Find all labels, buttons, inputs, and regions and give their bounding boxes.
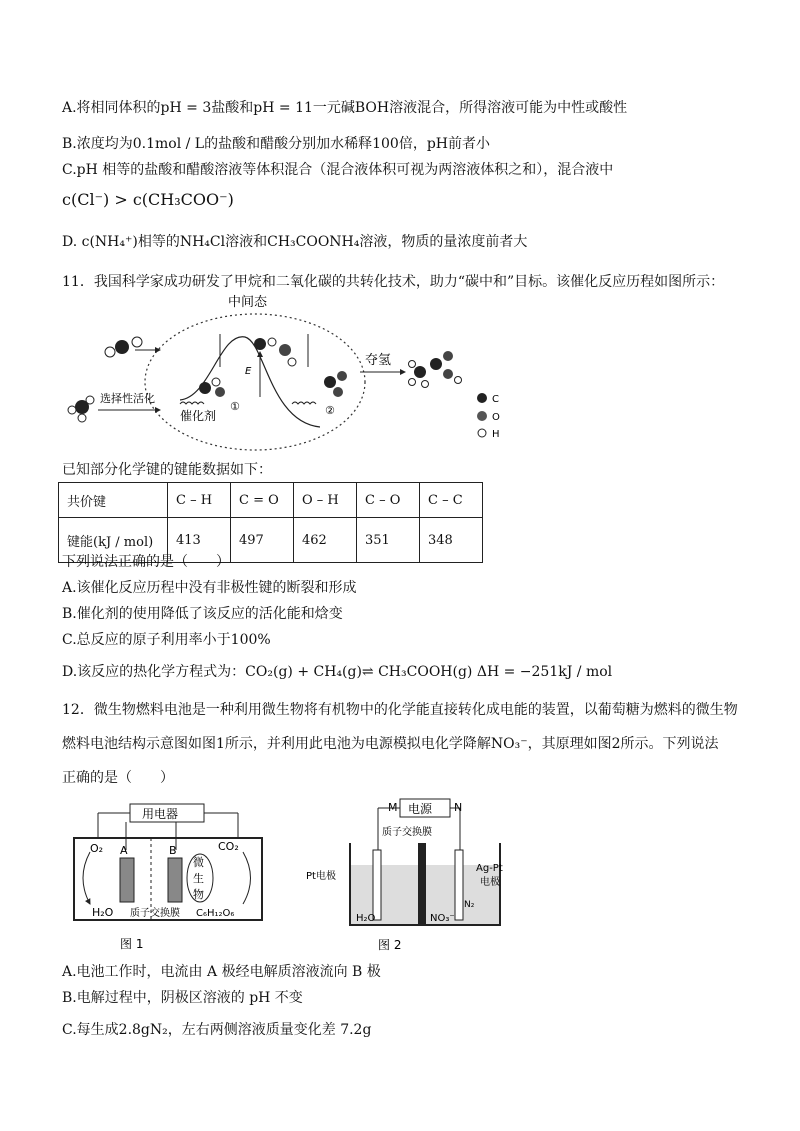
legend-o: O bbox=[492, 412, 500, 423]
q11-question: 下列说法正确的是（ ） bbox=[62, 554, 230, 570]
microbe-label-1: 微 bbox=[193, 856, 204, 869]
table-header-cell: C – H bbox=[168, 483, 231, 518]
q11-reaction-diagram bbox=[60, 292, 520, 452]
microbe-label-2: 生 bbox=[193, 872, 204, 885]
selective-activation-label: 选择性活化 bbox=[100, 392, 155, 405]
q12-option-c: C.每生成2.8gN₂，左右两侧溶液质量变化差 7.2g bbox=[62, 1022, 372, 1038]
q11-option-a: A.该催化反应历程中没有非极性键的断裂和形成 bbox=[62, 580, 357, 596]
q11-option-c: C.总反应的原子利用率小于100% bbox=[62, 632, 271, 648]
glucose-label: C₆H₁₂O₆ bbox=[196, 908, 235, 919]
q11-stem: 11．我国科学家成功研发了甲烷和二氧化碳的共转化技术，助力“碳中和”目标。该催化反应历程如图所示： bbox=[62, 274, 725, 290]
table-cell: 351 bbox=[357, 518, 420, 563]
nitrate-label: NO₃⁻ bbox=[430, 913, 455, 924]
table-cell: 413 bbox=[168, 518, 231, 563]
q12-stem-line1: 12．微生物燃料电池是一种利用微生物将有机物中的化学能直接转化成电能的装置，以葡萄糖为燃料的微生物 bbox=[62, 702, 738, 718]
bond-energy-table bbox=[58, 482, 483, 563]
table-header-cell: 共价键 bbox=[59, 483, 168, 518]
q10-option-b: B.浓度均为0.1mol / L的盐酸和醋酸分别加水稀释100倍，pH前者小 bbox=[62, 136, 490, 152]
co2-label: CO₂ bbox=[218, 840, 239, 853]
table-header-cell: C – C bbox=[420, 483, 483, 518]
table-row bbox=[59, 483, 483, 518]
electrode-b-label: B bbox=[169, 844, 177, 857]
electrode-a-label: A bbox=[120, 844, 128, 857]
table-row-label: 键能(kJ / mol) bbox=[59, 518, 168, 563]
energy-label: E bbox=[245, 366, 252, 377]
agpt-electrode-label-2: 电极 bbox=[480, 877, 500, 888]
step-2-label: ② bbox=[325, 404, 335, 417]
q12-stem-line3: 正确的是（ ） bbox=[62, 770, 174, 786]
h2o-label: H₂O bbox=[92, 906, 114, 919]
q11-option-d: D.该反应的热化学方程式为：CO₂(g) + CH₄(g)⇌ CH₃COOH(g) ΔH = −251kJ / mol bbox=[62, 664, 613, 680]
microbe-label-3: 物 bbox=[193, 888, 204, 901]
device-label: 用电器 bbox=[142, 807, 179, 821]
q11-known-data: 已知部分化学键的键能数据如下： bbox=[62, 462, 272, 478]
intermediate-label: 中间态 bbox=[228, 295, 268, 310]
step-1-label: ① bbox=[230, 400, 240, 413]
q10-option-a: A.将相同体积的pH = 3盐酸和pH = 11一元碱BOH溶液混合，所得溶液可能为中性或酸性 bbox=[62, 100, 628, 116]
power-label: 电源 bbox=[408, 802, 433, 816]
table-header-cell: C – O bbox=[357, 483, 420, 518]
figure-1-caption: 图 1 bbox=[120, 937, 144, 951]
q12-option-a: A.电池工作时，电流由 A 极经电解质溶液流向 B 极 bbox=[62, 964, 381, 980]
table-cell: 348 bbox=[420, 518, 483, 563]
figure-1-fuel-cell bbox=[68, 800, 268, 960]
dehydrogenation-label: 夺氢 bbox=[365, 353, 392, 368]
membrane-label: 质子交换膜 bbox=[130, 908, 180, 919]
table-header-cell: O – H bbox=[294, 483, 357, 518]
figure-2-electrolysis bbox=[300, 795, 520, 955]
q12-option-b: B.电解过程中，阴极区溶液的 pH 不变 bbox=[62, 990, 303, 1006]
o2-label: O₂ bbox=[90, 842, 104, 855]
agpt-electrode-label: Ag-Pt bbox=[476, 863, 503, 874]
q10-option-c-line1: C.pH 相等的盐酸和醋酸溶液等体积混合（混合液体积可视为两溶液体积之和），混合液中 bbox=[62, 162, 614, 178]
legend-h: H bbox=[492, 429, 500, 440]
terminal-n-label: N bbox=[454, 801, 463, 814]
catalyst-label: 催化剂 bbox=[180, 409, 217, 423]
h2o-label-2: H₂O bbox=[356, 913, 376, 924]
terminal-m-label: M bbox=[388, 801, 398, 814]
q10-option-c-line2: c(Cl⁻) > c(CH₃COO⁻) bbox=[62, 190, 234, 209]
q11-option-b: B.催化剂的使用降低了该反应的活化能和焓变 bbox=[62, 606, 343, 622]
figure-2-caption: 图 2 bbox=[378, 938, 402, 952]
pt-electrode-label: Pt电极 bbox=[306, 871, 336, 882]
table-cell: 462 bbox=[294, 518, 357, 563]
q10-option-d: D. c(NH₄⁺)相等的NH₄Cl溶液和CH₃COONH₄溶液，物质的量浓度前者大 bbox=[62, 234, 528, 250]
q12-stem-line2: 燃料电池结构示意图如图1所示，并利用此电池为电源模拟电化学降解NO₃⁻，其原理如图2所示。下列说法 bbox=[62, 736, 719, 752]
table-cell: 497 bbox=[231, 518, 294, 563]
membrane-label-2: 质子交换膜 bbox=[382, 827, 432, 838]
n2-label: N₂ bbox=[464, 900, 475, 910]
table-header-cell: C = O bbox=[231, 483, 294, 518]
legend-c: C bbox=[492, 394, 499, 405]
